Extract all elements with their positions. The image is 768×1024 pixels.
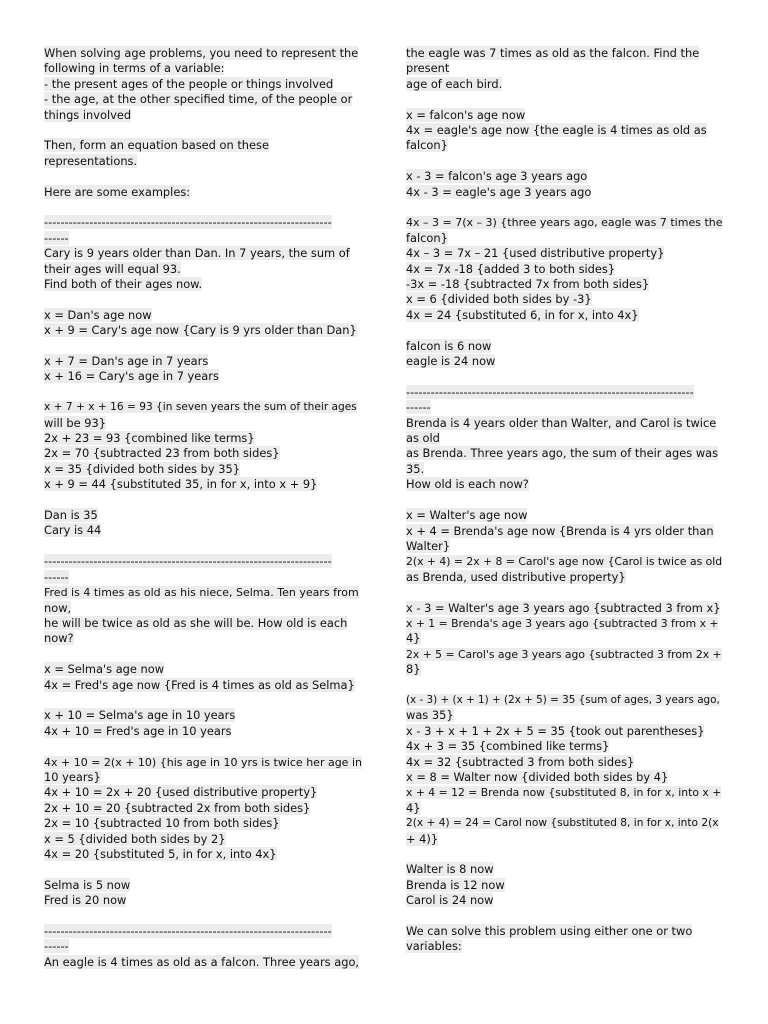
line-text: 4x – 3 = 7(x – 3) {three years ago, eagle was 7 times the <box>406 216 723 230</box>
line-text: 2x + 10 = 20 {subtracted 2x from both sides} <box>44 800 311 815</box>
text-block <box>44 185 362 200</box>
text-line <box>406 739 724 754</box>
text-line <box>406 354 724 369</box>
text-line <box>406 246 724 261</box>
text-line <box>44 955 362 970</box>
line-text: - the present ages of the people or things involved <box>44 76 334 91</box>
text-line <box>44 369 362 384</box>
line-text: -3x = -18 {subtracted 7x from both sides} <box>406 277 650 292</box>
text-line <box>406 61 724 76</box>
text-line <box>406 693 724 708</box>
text-line <box>406 631 724 646</box>
line-text: falcon} <box>406 138 448 153</box>
line-text: 2x + 23 = 93 {combined like terms} <box>44 431 255 446</box>
text-line <box>406 770 724 785</box>
text-line <box>44 816 362 831</box>
text-block <box>44 554 362 646</box>
text-block <box>44 755 362 863</box>
text-line <box>44 755 362 770</box>
text-line <box>406 647 724 662</box>
line-text: the eagle was 7 times as old as the falcon. Find the <box>406 46 700 60</box>
line-text: Walter is 8 now <box>406 862 494 877</box>
text-line <box>44 832 362 847</box>
separator-line <box>44 554 362 569</box>
text-line <box>44 508 362 523</box>
text-block <box>44 46 362 123</box>
text-line <box>44 431 362 446</box>
text-line <box>406 524 724 539</box>
line-text: 4x + 3 = 35 {combined like terms} <box>406 739 610 754</box>
line-text: 4x = 7x -18 {added 3 to both sides} <box>406 261 616 276</box>
line-text: Carol is 24 now <box>406 893 494 908</box>
line-text: x = 8 = Walter now {divided both sides by 4} <box>406 769 669 784</box>
text-line <box>44 893 362 908</box>
text-line <box>44 400 362 415</box>
line-text: Brenda is 12 now <box>406 877 505 892</box>
line-text: now, <box>44 600 72 615</box>
separator-line <box>44 924 362 939</box>
text-line <box>406 570 724 585</box>
line-text: (x - 3) + (x + 1) + (2x + 5) = 35 {sum of ages, 3 years ago, <box>406 693 720 706</box>
text-line <box>406 231 724 246</box>
text-line <box>44 724 362 739</box>
line-text: 4x - 3 = eagle's age 3 years ago <box>406 184 592 199</box>
text-line <box>44 262 362 277</box>
line-text: will be 93} <box>44 415 107 430</box>
text-line <box>406 662 724 677</box>
text-line <box>44 138 362 153</box>
separator-text: ---------------------------------------------------------------------- <box>406 384 694 399</box>
text-line <box>406 215 724 230</box>
separator-text: ---------------------------------------------------------------------- <box>44 554 332 569</box>
text-line <box>406 601 724 616</box>
text-line <box>406 308 724 323</box>
separator-text: ------ <box>44 569 69 584</box>
text-line <box>44 878 362 893</box>
text-line <box>406 446 724 461</box>
separator-text: ------ <box>44 230 69 245</box>
text-line <box>406 416 724 431</box>
text-block <box>406 385 724 493</box>
text-block <box>406 924 724 955</box>
text-line <box>44 61 362 76</box>
separator-line <box>44 215 362 230</box>
line-text: x + 10 = Selma's age in 10 years <box>44 708 236 723</box>
text-block <box>406 46 724 92</box>
line-text: x + 7 = Dan's age in 7 years <box>44 354 209 369</box>
text-line <box>406 508 724 523</box>
line-text: + 4)} <box>406 831 439 846</box>
line-text: Walter} <box>406 538 451 553</box>
text-block <box>406 693 724 847</box>
text-line <box>406 77 724 92</box>
line-text: 2x + 5 = Carol's age 3 years ago {subtracted 3 from 2x + <box>406 647 722 661</box>
text-block <box>406 862 724 908</box>
text-block <box>44 662 362 693</box>
line-text: x - 3 = falcon's age 3 years ago <box>406 169 588 184</box>
text-line <box>44 446 362 461</box>
line-text: as Brenda, used distributive property} <box>406 569 626 584</box>
text-block <box>44 215 362 292</box>
text-line <box>44 662 362 677</box>
text-line <box>44 77 362 92</box>
line-text: falcon is 6 now <box>406 338 492 353</box>
separator-text: ---------------------------------------------------------------------- <box>44 923 332 938</box>
text-block <box>406 108 724 154</box>
text-line <box>406 277 724 292</box>
text-line <box>44 323 362 338</box>
line-text: 4x = 20 {substituted 5, in for x, into 4x} <box>44 846 277 861</box>
text-line <box>44 308 362 323</box>
line-text: - the age, at the other specified time, of the people or <box>44 92 353 107</box>
line-text: falcon} <box>406 230 448 245</box>
line-text: x = Selma's age now <box>44 662 165 677</box>
text-line <box>44 801 362 816</box>
line-text: Cary is 9 years older than Dan. In 7 years, the sum of <box>44 246 350 261</box>
separator-line <box>44 231 362 246</box>
text-line <box>44 277 362 292</box>
text-line <box>406 785 724 800</box>
line-text: 2(x + 4) = 24 = Carol now {substituted 8, in for x, into 2(x <box>406 817 719 830</box>
text-line <box>44 678 362 693</box>
line-text: x = Dan's age now <box>44 307 152 322</box>
text-block <box>406 601 724 678</box>
line-text: Fred is 20 now <box>44 893 127 908</box>
line-text: he will be twice as old as she will be. How old is each <box>44 615 348 630</box>
text-line <box>406 431 724 446</box>
line-text: Selma is 5 now <box>44 877 131 892</box>
text-block <box>44 508 362 539</box>
text-line <box>406 554 724 569</box>
text-line <box>44 416 362 431</box>
line-text: now? <box>44 631 74 646</box>
text-block <box>44 400 362 492</box>
line-text: 2x = 70 {subtracted 23 from both sides} <box>44 446 280 461</box>
text-line <box>406 262 724 277</box>
text-line <box>406 616 724 631</box>
line-text: When solving age problems, you need to represent the <box>44 46 359 60</box>
text-block <box>44 308 362 339</box>
line-text: eagle is 24 now <box>406 354 496 369</box>
separator-line <box>44 570 362 585</box>
separator-text: ------ <box>406 400 431 415</box>
line-text: 35. <box>406 461 425 476</box>
line-text: x + 4 = Brenda's age now {Brenda is 4 yrs older than <box>406 523 714 538</box>
text-line <box>406 339 724 354</box>
text-block <box>406 169 724 200</box>
line-text: 4x + 10 = 2x + 20 {used distributive property} <box>44 785 318 800</box>
text-line <box>44 92 362 107</box>
line-text: 4} <box>406 631 421 646</box>
separator-line <box>44 939 362 954</box>
line-text: 4x – 3 = 7x – 21 {used distributive property} <box>406 246 665 261</box>
line-text: representations. <box>44 153 138 168</box>
line-text: 4x + 10 = 2(x + 10) {his age in 10 yrs is twice her age in <box>44 755 362 769</box>
line-text: x + 9 = Cary's age now {Cary is 9 yrs older than Dan} <box>44 323 357 338</box>
text-line <box>406 724 724 739</box>
line-text: How old is each now? <box>406 477 529 492</box>
text-line <box>406 801 724 816</box>
text-line <box>44 154 362 169</box>
text-block <box>44 708 362 739</box>
text-line <box>44 585 362 600</box>
line-text: x + 4 = 12 = Brenda now {substituted 8, in for x, into x + <box>406 786 722 800</box>
text-line <box>44 770 362 785</box>
text-line <box>44 46 362 61</box>
text-line <box>406 939 724 954</box>
text-line <box>406 708 724 723</box>
text-line <box>44 108 362 123</box>
line-text: as old <box>406 431 440 446</box>
text-block <box>406 508 724 585</box>
text-line <box>44 477 362 492</box>
text-line <box>406 138 724 153</box>
line-text: Here are some examples: <box>44 184 191 199</box>
line-text: present <box>406 61 450 76</box>
text-line <box>44 354 362 369</box>
text-line <box>406 878 724 893</box>
separator-text: ---------------------------------------------------------------------- <box>44 215 332 230</box>
text-line <box>44 847 362 862</box>
line-text: We can solve this problem using either one or two <box>406 924 693 938</box>
text-line <box>406 169 724 184</box>
separator-line <box>406 400 724 415</box>
text-line <box>44 246 362 261</box>
line-text: x = falcon's age now <box>406 107 526 122</box>
line-text: x - 3 = Walter's age 3 years ago {subtracted 3 from x} <box>406 600 721 615</box>
text-line <box>406 477 724 492</box>
line-text: their ages will equal 93. <box>44 261 181 276</box>
line-text: Then, form an equation based on these <box>44 138 269 153</box>
line-text: Fred is 4 times as old as his niece, Selma. Ten years from <box>44 586 359 600</box>
text-line <box>44 185 362 200</box>
line-text: x + 9 = 44 {substituted 35, in for x, into x + 9} <box>44 477 318 492</box>
text-block <box>406 215 724 323</box>
text-line <box>44 523 362 538</box>
line-text: An eagle is 4 times as old as a falcon. Three years ago, <box>44 954 360 969</box>
line-text: Dan is 35 <box>44 508 98 523</box>
line-text: things involved <box>44 107 132 122</box>
line-text: variables: <box>406 939 462 954</box>
line-text: x = 6 {divided both sides by -3} <box>406 292 592 307</box>
text-line <box>406 123 724 138</box>
text-block <box>44 354 362 385</box>
text-block <box>44 878 362 909</box>
line-text: 4x = 24 {substituted 6, in for x, into 4x} <box>406 307 639 322</box>
text-block <box>44 138 362 169</box>
line-text: Find both of their ages now. <box>44 277 203 292</box>
line-text: 4x = 32 {subtracted 3 from both sides} <box>406 754 635 769</box>
line-text: 4x = Fred's age now {Fred is 4 times as old as Selma} <box>44 677 355 692</box>
text-line <box>406 832 724 847</box>
text-line <box>406 816 724 831</box>
text-line <box>406 462 724 477</box>
line-text: x + 7 + x + 16 = 93 {in seven years the sum of their ages <box>44 401 357 414</box>
text-line <box>44 708 362 723</box>
line-text: age of each bird. <box>406 76 503 91</box>
line-text: Cary is 44 <box>44 523 102 538</box>
line-text: x + 16 = Cary's age in 7 years <box>44 369 219 384</box>
text-line <box>44 785 362 800</box>
line-text: x = 35 {divided both sides by 35} <box>44 461 241 476</box>
right-column <box>406 46 724 970</box>
text-line <box>406 292 724 307</box>
text-line <box>44 462 362 477</box>
line-text: x - 3 + x + 1 + 2x + 5 = 35 {took out parentheses} <box>406 723 705 738</box>
left-column <box>44 46 362 986</box>
line-text: Brenda is 4 years older than Walter, and Carol is twice <box>406 415 717 430</box>
text-line <box>406 108 724 123</box>
text-line <box>406 924 724 939</box>
separator-line <box>406 385 724 400</box>
text-line <box>406 893 724 908</box>
text-line <box>44 601 362 616</box>
line-text: 4x = eagle's age now {the eagle is 4 times as old as <box>406 123 707 138</box>
text-line <box>406 755 724 770</box>
text-line <box>406 46 724 61</box>
line-text: 2x = 10 {subtracted 10 from both sides} <box>44 816 280 831</box>
line-text: as Brenda. Three years ago, the sum of their ages was <box>406 446 719 461</box>
text-line <box>44 631 362 646</box>
line-text: 10 years} <box>44 769 101 784</box>
line-text: 4x + 10 = Fred's age in 10 years <box>44 723 232 738</box>
line-text: x + 1 = Brenda's age 3 years ago {subtracted 3 from x + <box>406 616 719 630</box>
separator-text: ------ <box>44 939 69 954</box>
line-text: 4} <box>406 800 421 815</box>
text-line <box>406 862 724 877</box>
text-line <box>406 539 724 554</box>
text-block <box>406 339 724 370</box>
line-text: x = 5 {divided both sides by 2} <box>44 831 226 846</box>
text-line <box>44 616 362 631</box>
line-text: following in terms of a variable: <box>44 61 225 76</box>
text-block <box>44 924 362 970</box>
line-text: 8} <box>406 662 421 677</box>
line-text: was 35} <box>406 708 454 723</box>
line-text: x = Walter's age now <box>406 508 528 523</box>
line-text: 2(x + 4) = 2x + 8 = Carol's age now {Carol is twice as old <box>406 555 723 569</box>
text-line <box>406 185 724 200</box>
